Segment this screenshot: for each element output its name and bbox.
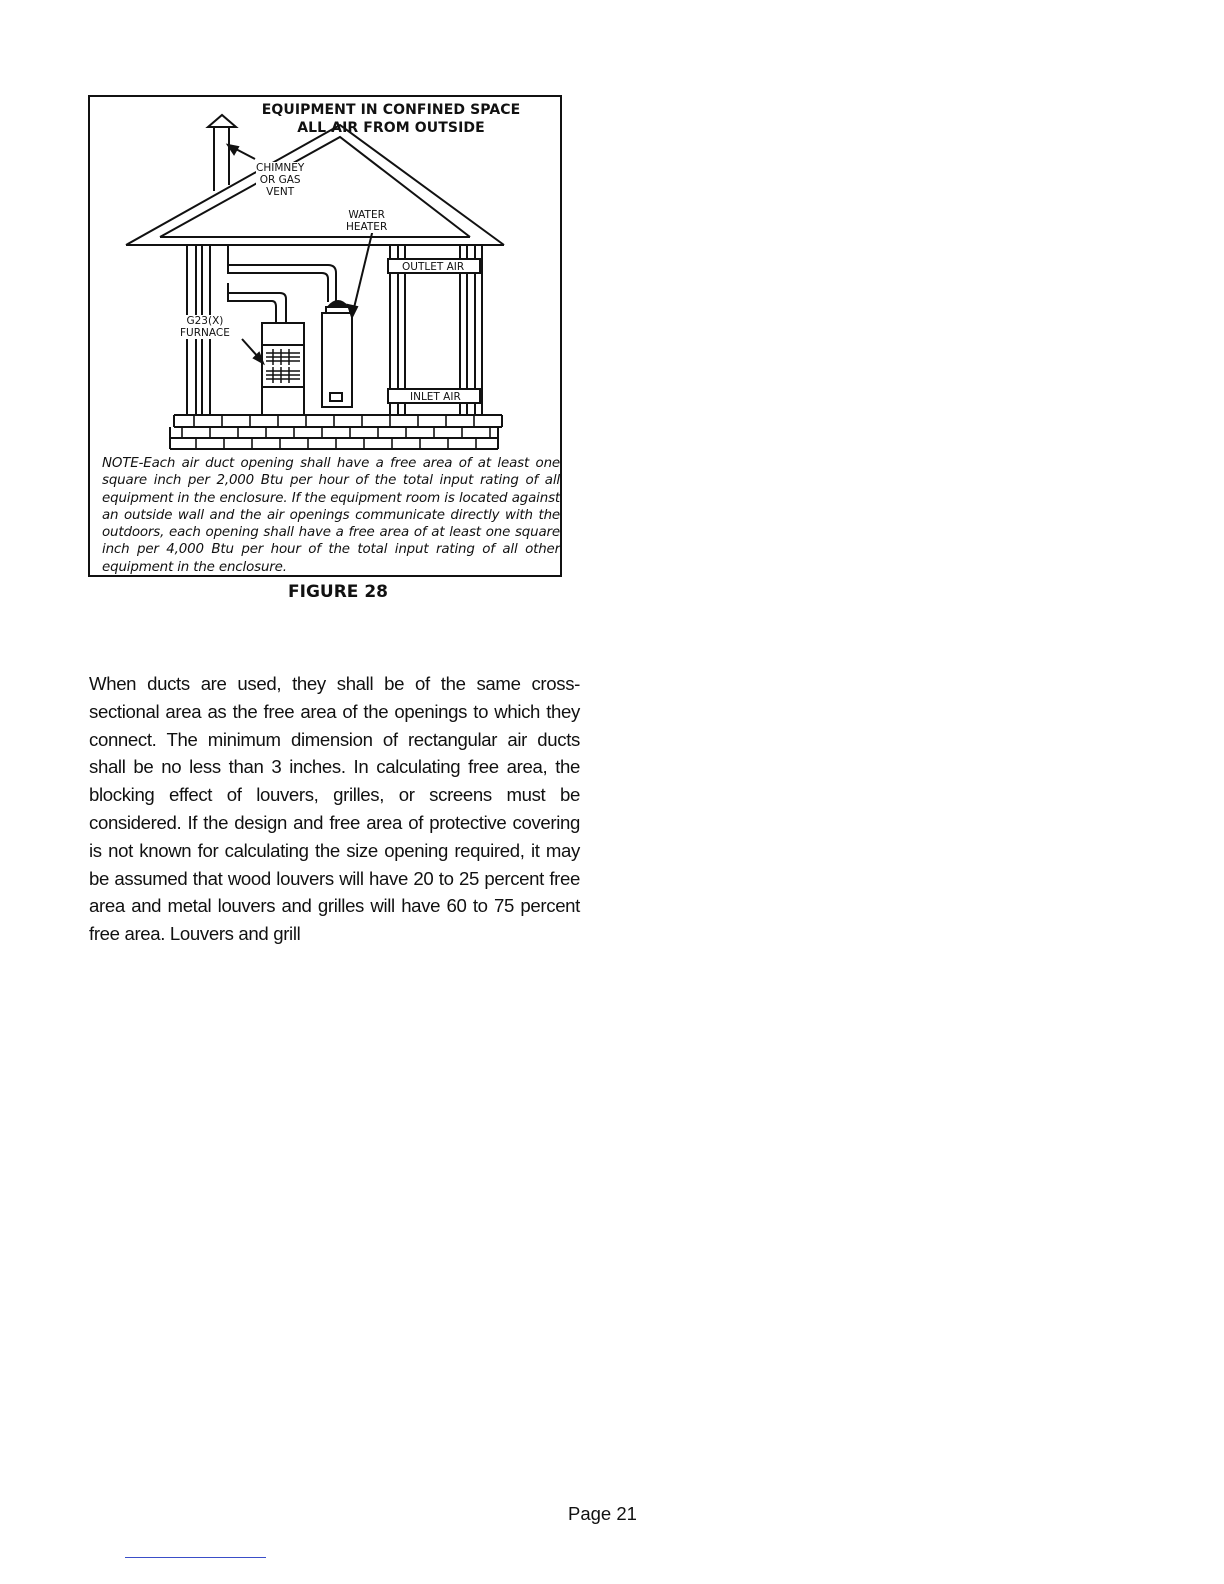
chimney-vent: [208, 115, 236, 191]
body-paragraph: When ducts are used, they shall be of the same cross-sectional area as the free area of the openings to which they connect. The minimum dimension of rectangular air ducts shall be no less than 3 inches. In calculating free area, the blocking effect of louvers, grilles, or screens must be considered. If the design and free area of protective covering is not known for calculating the size opening required, it may be assumed that wood louvers will have 20 to 25 percent free area and metal louvers and grilles will have 60 to 75 percent free area. Louvers and grill: [89, 673, 580, 945]
figure-note: NOTE-Each air duct opening shall have a free area of at least one square inch per 2,000 Btu per hour of the total input rating of all equipment in the enclosure. If the equipment room is located against an outside wall and the air openings communicate directly with the outdoors, each opening shall have a free area of at least one square inch per 4,000 Btu per hour of the total input rating of all other equipment in the enclosure.: [102, 456, 560, 575]
figure-caption: FIGURE 28: [288, 582, 388, 602]
foundation: [170, 415, 502, 449]
inlet-air-label: INLET AIR: [410, 391, 461, 403]
furnace-label: G23(X) FURNACE: [180, 315, 230, 339]
water-heater: [322, 301, 352, 407]
furnace: [262, 323, 304, 415]
figure-28-box: [88, 95, 562, 577]
page-number: Page 21: [568, 1503, 637, 1524]
figure-title: [240, 101, 542, 137]
vent-pipes: [228, 245, 336, 323]
figure-title-line1: EQUIPMENT IN CONFINED SPACE: [261, 102, 521, 118]
footer-link-underline: [125, 1557, 266, 1558]
figure-title-line2: ALL AIR FROM OUTSIDE: [297, 120, 485, 136]
water-heater-label: WATER HEATER: [346, 209, 388, 233]
outlet-air-label: OUTLET AIR: [402, 261, 465, 273]
roof: [126, 125, 504, 245]
chimney-label: CHIMNEY OR GAS VENT: [256, 162, 305, 198]
